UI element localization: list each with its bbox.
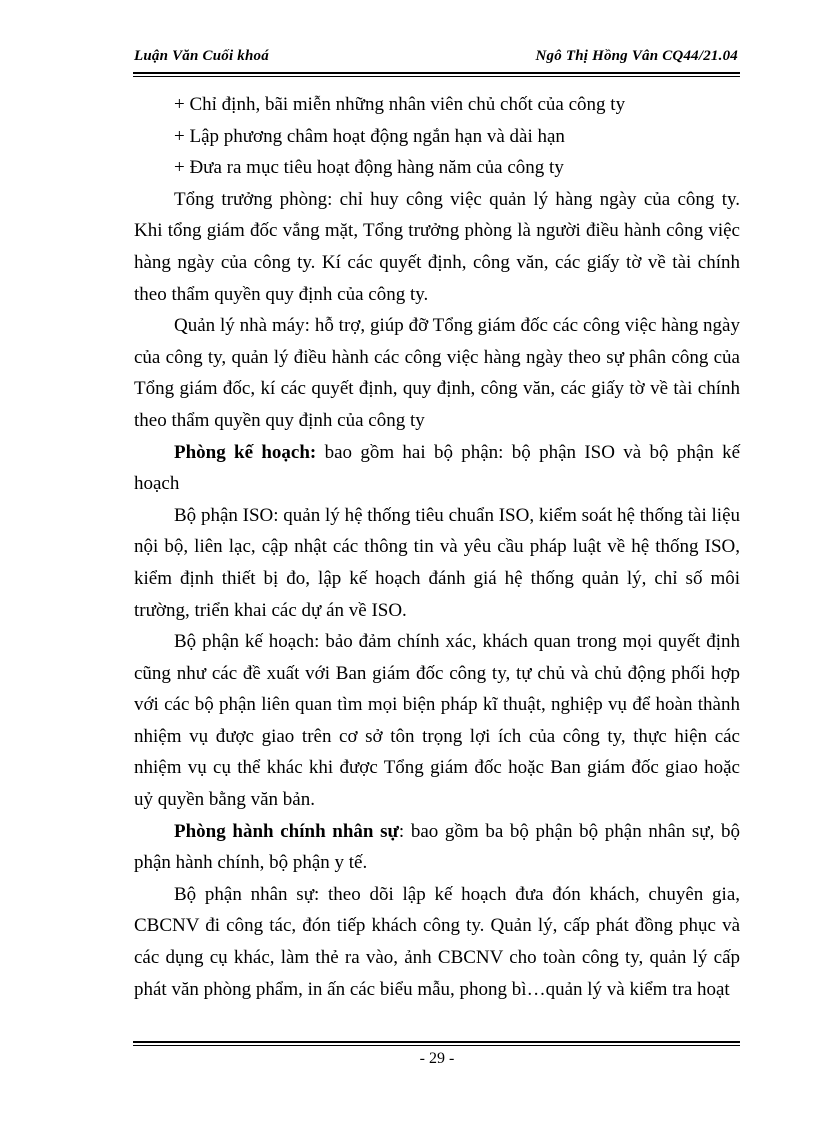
paragraph-tong-truong-phong: Tổng trưởng phòng: chỉ huy công việc quản lý hàng ngày của công ty. Khi tổng giám đốc vắng mặt, Tổng trưởng phòng là người điều hành công việc hàng ngày của công ty. Kí các quyết định, công văn, các giấy tờ về tài chính theo thẩm quyền quy định của công ty. bbox=[134, 188, 740, 305]
footer-rule-thin bbox=[133, 1045, 740, 1046]
paragraph-phong-hcns bbox=[134, 816, 740, 879]
footer-rule-thick bbox=[133, 1041, 740, 1043]
header-rule-thin bbox=[133, 76, 740, 77]
header-rule-thick bbox=[133, 72, 740, 74]
paragraph-bo-phan-ke-hoach: Bộ phận kế hoạch: bảo đảm chính xác, khách quan trong mọi quyết định cũng như các đề xuất với Ban giám đốc công ty, tự chủ và chủ động phối hợp với các bộ phận liên quan tìm mọi biện pháp kĩ thuật, nghiệp vụ để hoàn thành nhiệm vụ được giao trên cơ sở tôn trọng lợi ích của công ty, thực hiện các nhiệm vụ cụ thể khác khi được Tổng giám đốc hoặc Ban giám đốc giao hoặc uỷ quyền bằng văn bản. bbox=[134, 631, 740, 811]
header-thesis-title: Luận Văn Cuối khoá bbox=[134, 48, 269, 64]
paragraph-bo-phan-nhan-su: Bộ phận nhân sự: theo dõi lập kế hoạch đưa đón khách, chuyên gia, CBCNV đi công tác, đón tiếp khách công ty. Quản lý, cấp phát đồng phục và các dụng cụ khác, làm thẻ ra vào, ảnh CBCNV cho toàn công ty, quản lý cấp phát văn phòng phẩm, in ấn các biểu mẫu, phong bì…quản lý và kiểm tra hoạt bbox=[134, 883, 740, 1000]
paragraph-phong-ke-hoach bbox=[134, 437, 740, 500]
page-number: - 29 - bbox=[419, 1050, 455, 1067]
section-heading-phong-ke-hoach: Phòng kế hoạch: bbox=[174, 441, 317, 463]
bullet-item: + Chỉ định, bãi miễn những nhân viên chủ chốt của công ty bbox=[174, 94, 626, 115]
header-author: Ngô Thị Hồng Vân CQ44/21.04 bbox=[535, 48, 738, 64]
paragraph-text: : bao gồm ba bộ phận bộ phận nhân sự, bộ phận hành chính, bộ phận y tế. bbox=[134, 820, 740, 874]
page-body bbox=[134, 89, 740, 1005]
bullet-item: + Đưa ra mục tiêu hoạt động hàng năm của công ty bbox=[174, 157, 564, 179]
section-heading-phong-hcns: Phòng hành chính nhân sự bbox=[174, 820, 399, 842]
paragraph-quan-ly-nha-may: Quản lý nhà máy: hỗ trợ, giúp đỡ Tổng giám đốc các công việc hàng ngày của công ty, quản lý điều hành các công việc hàng ngày theo sự phân công của Tổng giám đốc, kí các quyết định, quy định, công văn, các giấy tờ về tài chính theo thẩm quyền quy định của công ty bbox=[134, 315, 740, 431]
bullet-item: + Lập phương châm hoạt động ngắn hạn và dài hạn bbox=[174, 125, 565, 147]
paragraph-bo-phan-iso: Bộ phận ISO: quản lý hệ thống tiêu chuẩn ISO, kiểm soát hệ thống tài liệu nội bộ, liên lạc, cập nhật các thông tin và yêu cầu pháp luật về hệ thống ISO, kiểm định thiết bị đo, lập kế hoạch đánh giá hệ thống quản lý, chỉ số môi trường, triển khai các dự án về ISO. bbox=[134, 504, 740, 621]
paragraph-text: bao gồm hai bộ phận: bộ phận ISO và bộ phận kế hoạch bbox=[134, 441, 740, 495]
